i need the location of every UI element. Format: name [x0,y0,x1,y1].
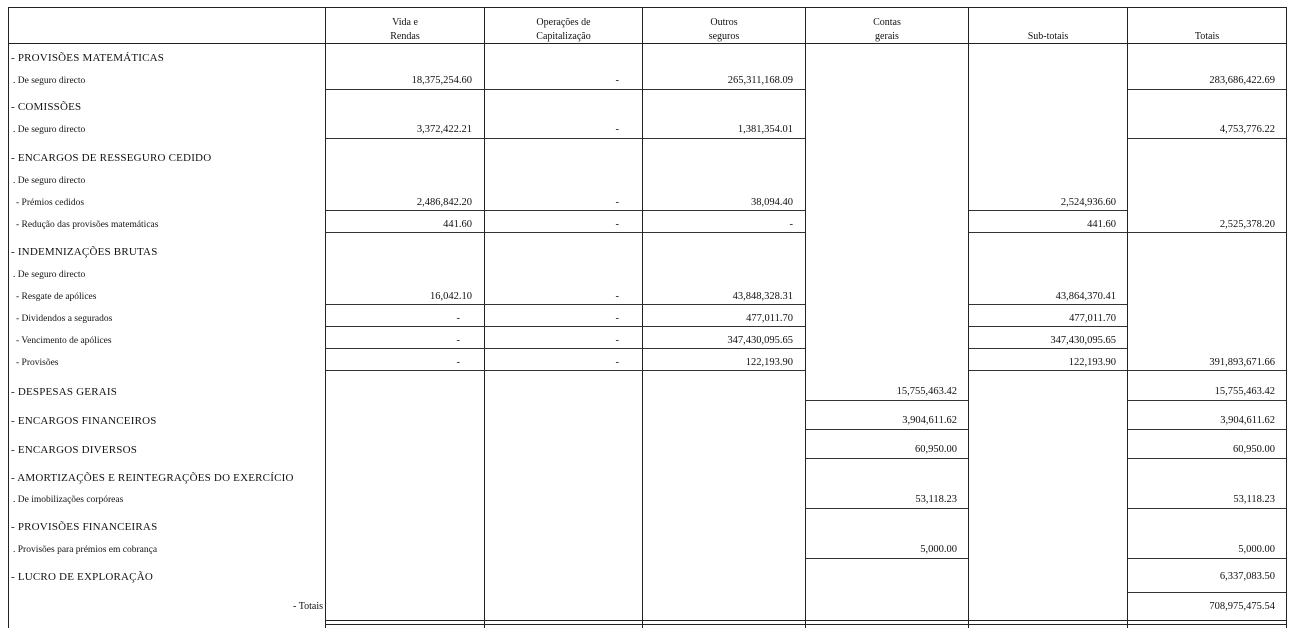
dash-cell: - [615,335,619,346]
rule [485,89,642,90]
rule [485,138,642,139]
value-cell: 3,372,422.21 [416,124,472,135]
value-cell: 43,848,328.31 [732,291,793,302]
dash-cell: - [615,219,619,230]
value-cell: 43,864,370.41 [1055,291,1116,302]
value-cell: 3,904,611.62 [902,415,957,426]
rule [969,326,1127,327]
rule [326,138,484,139]
section-encargos-financeiros: - ENCARGOS FINANCEIROS [11,415,157,427]
rule [969,348,1127,349]
rule [1128,429,1286,430]
rule [326,304,805,305]
value-cell: 2,486,842.20 [416,197,472,208]
value-cell: 477,011.70 [746,313,793,324]
rule [1128,138,1286,139]
value-cell: 2,525,378.20 [1219,219,1275,230]
row-label-seguro-directo: . De seguro directo [13,176,86,186]
rule [1128,592,1286,593]
grand-total: 708,975,475.54 [1209,601,1275,612]
value-cell: 347,430,095.65 [1050,335,1116,346]
dash-cell: - [615,197,619,208]
col-header-subtotais: Sub-totais [1027,31,1069,42]
value-cell: 15,755,463.42 [896,386,957,397]
rule [1128,508,1286,509]
rule [326,348,805,349]
section-indemnizacoes: - INDEMNIZAÇÕES BRUTAS [11,246,158,258]
rule [1128,558,1286,559]
rule [806,458,968,459]
section-despesas-gerais: - DESPESAS GERAIS [11,386,118,398]
rule [1128,370,1286,371]
rule [643,232,805,233]
col-header-operacoes: Operações de Capitalização [536,17,591,42]
value-cell: 60,950.00 [1233,444,1275,455]
row-label-dividendos: - Dividendos a segurados [16,314,113,324]
value-cell: 122,193.90 [1068,357,1116,368]
dash-cell: - [615,357,619,368]
row-label-premios-cedidos: - Prémios cedidos [16,198,85,208]
totals-rule [325,620,1287,621]
value-cell: 441.60 [1087,219,1116,230]
row-label-provisoes: - Provisões [16,358,59,368]
section-encargos-diversos: - ENCARGOS DIVERSOS [11,444,138,456]
rule [1128,89,1286,90]
rule [326,232,484,233]
section-encargos-resseguro: - ENCARGOS DE RESSEGURO CEDIDO [11,152,212,164]
value-cell: 347,430,095.65 [727,335,793,346]
value-cell: 16,042.10 [430,291,472,302]
rule [806,508,968,509]
dash-cell: - [615,75,619,86]
dash-cell: - [456,335,460,346]
row-label-vencimento: - Vencimento de apólices [16,336,112,346]
rule [806,429,968,430]
row-label-resgate: - Resgate de apólices [16,292,97,302]
rule [1128,458,1286,459]
rule [969,370,1127,371]
value-cell: 15,755,463.42 [1214,386,1275,397]
dash-cell: - [456,313,460,324]
col-header-outros: Outros seguros [708,17,740,42]
value-cell: 441.60 [443,219,472,230]
rule [643,210,805,211]
rule [485,232,642,233]
value-cell: 60,950.00 [915,444,957,455]
value-cell: 53,118.23 [915,494,957,505]
value-cell: 265,311,168.09 [727,75,793,86]
value-cell: 477,011.70 [1069,313,1116,324]
value-cell: 122,193.90 [745,357,793,368]
rule [1128,400,1286,401]
rule [969,304,1127,305]
section-lucro: - LUCRO DE EXPLORAÇÃO [11,571,154,583]
row-label-premios-cobranca: . Provisões para prémios em cobrança [13,545,158,555]
row-label-seguro-directo: . De seguro directo [13,125,86,135]
rule [643,138,805,139]
col-header-vida: Vida e Rendas [390,17,420,42]
dash-cell: - [789,219,793,230]
dash-cell: - [615,313,619,324]
value-cell: 38,094.40 [751,197,793,208]
rule [326,210,484,211]
section-comissoes: - COMISSÕES [11,101,82,113]
col-header-contas: Contas gerais [873,17,901,42]
value-cell: 5,000.00 [1238,544,1275,555]
rule [485,210,642,211]
rule [806,558,968,559]
value-cell: 283,686,422.69 [1209,75,1275,86]
section-provisoes-financeiras: - PROVISÕES FINANCEIRAS [11,521,158,533]
dash-cell: - [456,357,460,368]
section-provisoes-matematicas: - PROVISÕES MATEMÁTICAS [11,52,165,64]
dash-cell: - [615,291,619,302]
rule [643,89,805,90]
rule [1128,232,1286,233]
row-label-seguro-directo: . De seguro directo [13,76,86,86]
row-label-reducao-provisoes: - Redução das provisões matemáticas [16,220,159,230]
row-label-imobilizacoes: . De imobilizações corpóreas [13,495,124,505]
value-cell: 4,753,776.22 [1219,124,1275,135]
value-cell: 3,904,611.62 [1220,415,1275,426]
value-cell: 53,118.23 [1233,494,1275,505]
totals-label: - Totais [293,601,323,612]
totals-double-rule [325,624,1287,625]
rule [326,89,484,90]
rule [326,326,805,327]
value-cell: 1,381,354.01 [737,124,793,135]
value-cell: 18,375,254.60 [411,75,472,86]
rule [806,400,968,401]
dash-cell: - [615,124,619,135]
value-cell: 5,000.00 [920,544,957,555]
rule [969,210,1127,211]
rule [969,232,1127,233]
value-cell: 6,337,083.50 [1219,571,1275,582]
value-cell: 2,524,936.60 [1060,197,1116,208]
col-header-totais: Totais [1194,31,1220,42]
value-cell: 391,893,671.66 [1209,357,1275,368]
section-amortizacoes: - AMORTIZAÇÕES E REINTEGRAÇÕES DO EXERCÍCIO [11,472,294,484]
rule [326,370,805,371]
row-label-seguro-directo: . De seguro directo [13,270,86,280]
